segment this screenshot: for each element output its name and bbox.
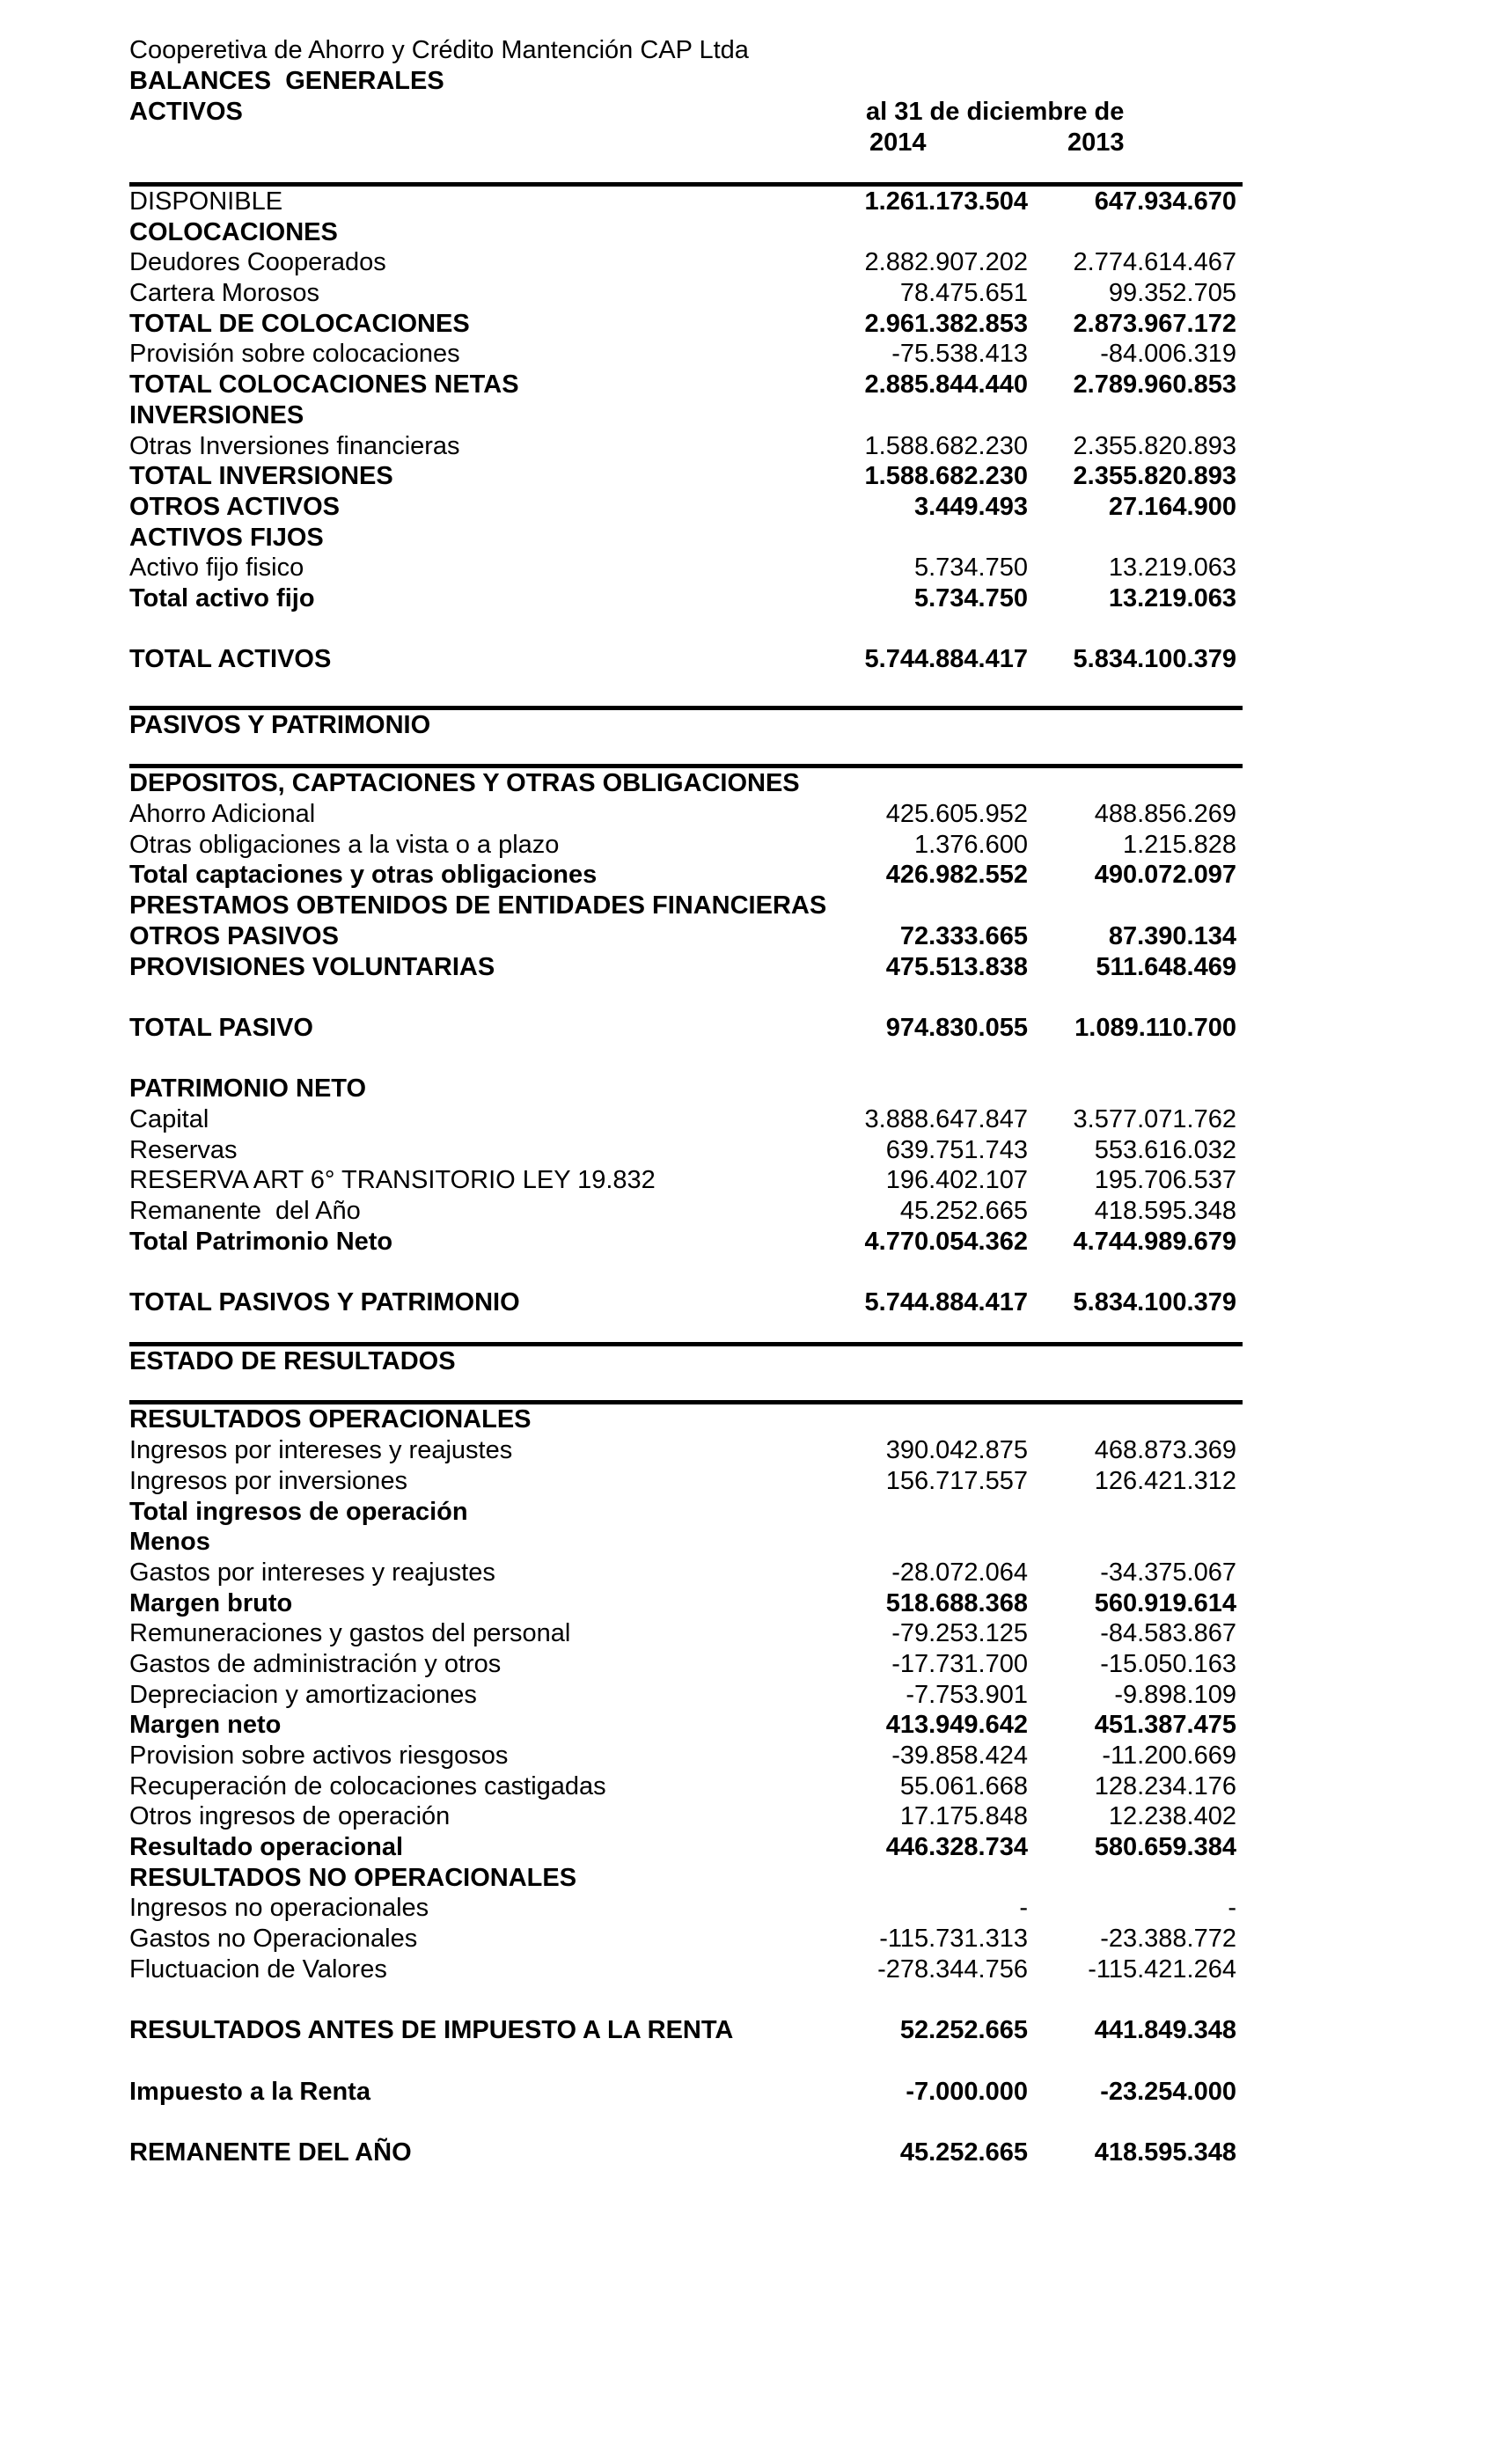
row-label: Total ingresos de operación (129, 1497, 468, 1526)
row-value-2013: 1.089.110.700 (1074, 1013, 1236, 1042)
row-value-2014: 17.175.848 (899, 1802, 1028, 1831)
row-label: Menos (129, 1528, 210, 1557)
row-value-2014: -17.731.700 (891, 1649, 1028, 1678)
row-label: DEPOSITOS, CAPTACIONES Y OTRAS OBLIGACIONES (129, 769, 800, 798)
row-label: Provisión sobre colocaciones (129, 340, 460, 369)
blank-row (129, 614, 1243, 645)
statement-row (129, 370, 1243, 400)
statement-row (129, 1074, 1243, 1104)
row-label: Activo fijo fisico (129, 554, 304, 583)
statement-row (129, 1013, 1243, 1044)
statement-row (129, 799, 1243, 830)
row-value-2014: 5.734.750 (913, 583, 1028, 612)
row-value-2013: 195.706.537 (1094, 1166, 1236, 1195)
row-label: Gastos de administración y otros (129, 1649, 502, 1678)
statement-row (129, 891, 1243, 921)
row-label: Ahorro Adicional (129, 800, 316, 829)
statement-row (129, 1466, 1243, 1497)
row-value-2013: 2.774.614.467 (1073, 248, 1236, 277)
row-value-2013: 13.219.063 (1108, 583, 1236, 612)
statement-row (129, 1680, 1243, 1711)
row-value-2014: 52.252.665 (899, 2016, 1028, 2045)
row-value-2013: 468.873.369 (1094, 1436, 1236, 1465)
row-label: Total captaciones y otras obligaciones (129, 861, 598, 890)
statement-row (129, 1649, 1243, 1680)
row-value-2013: -11.200.669 (1102, 1742, 1236, 1770)
row-value-2014: 196.402.107 (885, 1166, 1028, 1195)
row-label: Remanente del Año (129, 1197, 361, 1225)
statement-row (129, 710, 1243, 741)
row-value-2014: 425.605.952 (885, 800, 1028, 829)
statement-row (129, 1832, 1243, 1863)
statement-row (129, 952, 1243, 983)
row-label: RESULTADOS OPERACIONALES (129, 1405, 532, 1434)
statement-row (129, 2077, 1243, 2108)
row-value-2013: -23.388.772 (1100, 1925, 1236, 1954)
row-label: PATRIMONIO NETO (129, 1074, 367, 1104)
row-label: OTROS ACTIVOS (129, 492, 340, 521)
company-name: Cooperetiva de Ahorro y Crédito Mantención CAP Ltda (129, 36, 749, 64)
row-value-2013: -34.375.067 (1100, 1558, 1236, 1587)
blank-row (129, 982, 1243, 1013)
row-value-2013: -84.006.319 (1100, 340, 1236, 369)
statement-row (129, 1227, 1243, 1258)
row-value-2014: -7.000.000 (906, 2077, 1028, 2106)
statement-row (129, 768, 1243, 799)
statement-row (129, 1135, 1243, 1166)
row-value-2014: 55.061.668 (899, 1771, 1028, 1800)
row-value-2014: 156.717.557 (885, 1466, 1028, 1495)
row-value-2013: 99.352.705 (1108, 279, 1236, 308)
row-label: Ingresos no operacionales (129, 1894, 429, 1923)
spacer (129, 1376, 1243, 1400)
row-value-2013: 451.387.475 (1094, 1711, 1236, 1740)
statement-row (129, 1497, 1243, 1528)
statement-row (129, 1346, 1243, 1377)
row-label: COLOCACIONES (129, 217, 338, 246)
row-value-2014: 639.751.743 (885, 1135, 1028, 1164)
year-column-2013: 2013 (1067, 128, 1125, 157)
row-label: Capital (129, 1104, 209, 1133)
row-value-2014: 45.252.665 (899, 2138, 1028, 2167)
row-value-2014: 72.333.665 (899, 921, 1028, 950)
row-value-2013: 1.215.828 (1122, 830, 1236, 859)
row-label: Total activo fijo (129, 583, 315, 612)
row-value-2013: 5.834.100.379 (1073, 645, 1236, 674)
row-value-2013: 553.616.032 (1094, 1135, 1236, 1164)
row-value-2013: 87.390.134 (1108, 921, 1236, 950)
row-label: Ingresos por inversiones (129, 1466, 407, 1495)
row-value-2013: -115.421.264 (1088, 1954, 1236, 1984)
row-label: TOTAL ACTIVOS (129, 645, 332, 674)
row-label: TOTAL PASIVO (129, 1013, 313, 1042)
row-value-2014: 5.744.884.417 (864, 1288, 1028, 1317)
row-label: Ingresos por intereses y reajustes (129, 1436, 513, 1465)
row-value-2014: -79.253.125 (891, 1619, 1028, 1648)
statement-row (129, 1710, 1243, 1741)
row-value-2013: 2.789.960.853 (1073, 370, 1236, 400)
row-label: Remuneraciones y gastos del personal (129, 1619, 571, 1648)
statement-row (129, 1558, 1243, 1588)
activos-section-heading: ACTIVOS (129, 98, 243, 126)
row-value-2014: 2.961.382.853 (864, 309, 1028, 338)
row-value-2014: 2.885.844.440 (864, 370, 1028, 400)
statement-row (129, 339, 1243, 370)
row-value-2014: -278.344.756 (877, 1954, 1028, 1984)
statement-row (129, 217, 1243, 248)
statement-row (129, 1165, 1243, 1196)
row-label: OTROS PASIVOS (129, 921, 339, 950)
statement-row (129, 461, 1243, 492)
row-label: Otras obligaciones a la vista o a plazo (129, 830, 560, 859)
row-label: PASIVOS Y PATRIMONIO (129, 710, 431, 739)
statement-row (129, 278, 1243, 309)
statement-row (129, 830, 1243, 861)
row-label: RESERVA ART 6° TRANSITORIO LEY 19.832 (129, 1166, 656, 1195)
balance-sheet (129, 35, 1243, 2168)
row-label: Margen neto (129, 1711, 282, 1740)
row-value-2013: 13.219.063 (1108, 554, 1236, 583)
spacer (129, 1318, 1243, 1342)
row-value-2014: 1.261.173.504 (864, 187, 1028, 216)
row-value-2014: 1.588.682.230 (864, 431, 1028, 460)
row-label: REMANENTE DEL AÑO (129, 2138, 412, 2167)
row-label: Gastos por intereses y reajustes (129, 1558, 495, 1587)
row-value-2013: 126.421.312 (1094, 1466, 1236, 1495)
blank-row (129, 1044, 1243, 1074)
statement-row (129, 553, 1243, 583)
blank-row (129, 675, 1243, 706)
statement-row (129, 921, 1243, 952)
row-value-2014: -75.538.413 (891, 340, 1028, 369)
row-label: TOTAL COLOCACIONES NETAS (129, 370, 519, 400)
statement-row (129, 1741, 1243, 1771)
row-value-2013: 4.744.989.679 (1073, 1227, 1236, 1256)
row-label: TOTAL DE COLOCACIONES (129, 309, 470, 338)
row-label: DISPONIBLE (129, 187, 283, 216)
statement-row (129, 860, 1243, 891)
row-label: ESTADO DE RESULTADOS (129, 1346, 456, 1375)
row-value-2014: 390.042.875 (885, 1436, 1028, 1465)
row-value-2013: 2.355.820.893 (1073, 462, 1236, 491)
statement-row (129, 1771, 1243, 1802)
row-label: TOTAL INVERSIONES (129, 462, 393, 491)
row-value-2014: 5.734.750 (913, 554, 1028, 583)
row-value-2014: - (1019, 1894, 1028, 1923)
row-label: Gastos no Operacionales (129, 1925, 418, 1954)
statement-row (129, 492, 1243, 523)
row-value-2014: 475.513.838 (885, 952, 1028, 981)
row-value-2013: 560.919.614 (1094, 1588, 1236, 1617)
row-label: Total Patrimonio Neto (129, 1227, 393, 1256)
row-value-2014: 518.688.368 (885, 1588, 1028, 1617)
row-label: PROVISIONES VOLUNTARIAS (129, 952, 495, 981)
statement-row (129, 247, 1243, 278)
row-label: Otras Inversiones financieras (129, 431, 460, 460)
row-value-2014: 974.830.055 (885, 1013, 1028, 1042)
statement-row (129, 1863, 1243, 1894)
row-value-2014: 2.882.907.202 (864, 248, 1028, 277)
row-label: ACTIVOS FIJOS (129, 523, 324, 552)
row-value-2014: -39.858.424 (891, 1742, 1028, 1770)
row-label: Recuperación de colocaciones castigadas (129, 1771, 606, 1800)
row-value-2013: 12.238.402 (1108, 1802, 1236, 1831)
row-label: INVERSIONES (129, 400, 304, 429)
row-label: Resultado operacional (129, 1833, 404, 1862)
row-value-2013: -9.898.109 (1114, 1680, 1236, 1709)
statement-row (129, 1588, 1243, 1619)
statement-row (129, 1924, 1243, 1954)
row-value-2013: 511.648.469 (1096, 952, 1236, 981)
row-label: PRESTAMOS OBTENIDOS DE ENTIDADES FINANCIERAS (129, 891, 827, 920)
row-value-2013: 441.849.348 (1094, 2016, 1236, 2045)
statement-row (129, 1104, 1243, 1135)
statement-row (129, 1893, 1243, 1924)
statement-row (129, 1287, 1243, 1318)
statement-row (129, 187, 1243, 217)
statement-row (129, 523, 1243, 554)
statement-row (129, 2015, 1243, 2046)
row-value-2013: 128.234.176 (1094, 1771, 1236, 1800)
year-column-2014: 2014 (869, 128, 927, 157)
row-value-2013: 418.595.348 (1094, 1197, 1236, 1225)
row-value-2013: 647.934.670 (1094, 187, 1236, 216)
row-label: Cartera Morosos (129, 279, 319, 308)
row-value-2014: 78.475.651 (899, 279, 1028, 308)
row-label: TOTAL PASIVOS Y PATRIMONIO (129, 1288, 520, 1317)
report-title: BALANCES GENERALES (129, 67, 444, 95)
statement-row (129, 1618, 1243, 1649)
row-value-2013: 418.595.348 (1094, 2138, 1236, 2167)
row-value-2013: 27.164.900 (1108, 492, 1236, 521)
row-value-2013: 2.355.820.893 (1073, 431, 1236, 460)
row-label: Margen bruto (129, 1588, 293, 1617)
row-value-2014: -115.731.313 (879, 1925, 1028, 1954)
statement-row (129, 644, 1243, 675)
row-value-2013: 2.873.967.172 (1073, 309, 1236, 338)
row-label: RESULTADOS ANTES DE IMPUESTO A LA RENTA (129, 2016, 734, 2045)
date-header: al 31 de diciembre de (866, 98, 1125, 126)
row-value-2014: 5.744.884.417 (864, 645, 1028, 674)
column-header-row-1 (129, 97, 1243, 128)
row-label: Reservas (129, 1135, 238, 1164)
statement-row (129, 1404, 1243, 1435)
row-label: Fluctuacion de Valores (129, 1954, 387, 1984)
row-value-2013: -84.583.867 (1100, 1619, 1236, 1648)
blank-row (129, 2046, 1243, 2077)
row-value-2013: -23.254.000 (1100, 2077, 1236, 2106)
spacer (129, 740, 1243, 764)
row-value-2014: -28.072.064 (891, 1558, 1028, 1587)
row-value-2014: 426.982.552 (885, 861, 1028, 890)
row-label: Provision sobre activos riesgosos (129, 1742, 509, 1770)
row-value-2013: 580.659.384 (1094, 1833, 1236, 1862)
row-value-2013: 488.856.269 (1094, 800, 1236, 829)
row-value-2014: 4.770.054.362 (864, 1227, 1028, 1256)
statement-row (129, 1527, 1243, 1558)
statement-row (129, 1196, 1243, 1227)
statement-row (129, 431, 1243, 462)
row-value-2014: 1.588.682.230 (864, 462, 1028, 491)
statement-row (129, 1801, 1243, 1832)
row-label: RESULTADOS NO OPERACIONALES (129, 1863, 577, 1892)
row-value-2013: 490.072.097 (1094, 861, 1236, 890)
statement-row (129, 1435, 1243, 1466)
row-value-2014: 413.949.642 (885, 1711, 1028, 1740)
row-value-2013: - (1228, 1894, 1236, 1923)
row-label: Deudores Cooperados (129, 248, 386, 277)
row-value-2014: -7.753.901 (906, 1680, 1028, 1709)
column-header-row-2 (129, 128, 1243, 158)
row-value-2014: 3.449.493 (913, 492, 1028, 521)
row-value-2014: 446.328.734 (885, 1833, 1028, 1862)
row-value-2014: 3.888.647.847 (864, 1104, 1028, 1133)
statement-rows (129, 158, 1243, 2168)
row-value-2013: 3.577.071.762 (1073, 1104, 1236, 1133)
row-label: Depreciacion y amortizaciones (129, 1680, 477, 1709)
statement-row (129, 309, 1243, 340)
spacer (129, 158, 1243, 182)
row-value-2014: 45.252.665 (899, 1197, 1028, 1225)
statement-row (129, 1954, 1243, 1985)
statement-row (129, 400, 1243, 431)
blank-row (129, 1257, 1243, 1287)
row-label: Impuesto a la Renta (129, 2077, 370, 2106)
blank-row (129, 2107, 1243, 2138)
blank-row (129, 1985, 1243, 2016)
row-value-2013: 5.834.100.379 (1073, 1288, 1236, 1317)
row-value-2013: -15.050.163 (1100, 1649, 1236, 1678)
row-value-2014: 1.376.600 (913, 830, 1028, 859)
statement-row (129, 583, 1243, 614)
row-label: Otros ingresos de operación (129, 1802, 451, 1831)
statement-row (129, 2138, 1243, 2168)
